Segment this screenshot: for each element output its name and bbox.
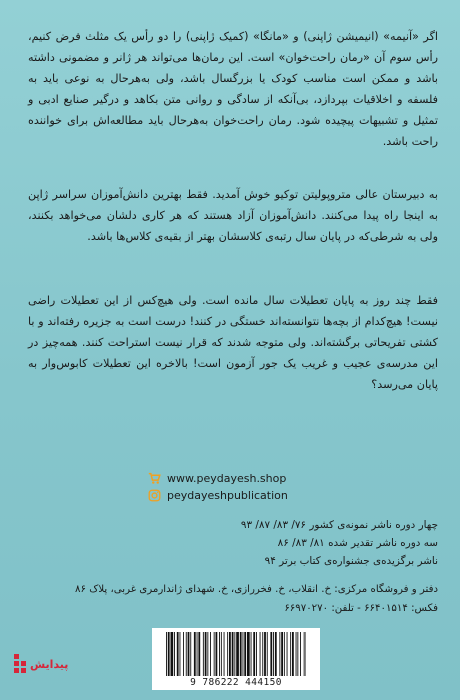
barcode-bar (180, 632, 181, 676)
barcode-bar (174, 632, 175, 676)
barcode-bar (188, 632, 190, 676)
barcode-bar (198, 632, 200, 676)
publisher-logo-text: پیدایش (30, 658, 69, 671)
shopping-cart-icon (148, 472, 161, 485)
barcode-bar (243, 632, 244, 676)
barcode-bar (186, 632, 187, 676)
barcode-bar (232, 632, 234, 676)
barcode-bar (260, 632, 261, 676)
barcode-bar (240, 632, 242, 676)
barcode-bar (290, 632, 291, 676)
barcode-bar (264, 632, 266, 676)
barcode-bar (292, 632, 294, 676)
barcode-bar (304, 632, 305, 676)
barcode-bar (224, 632, 225, 676)
barcode-bar (219, 632, 220, 676)
isbn-digits: 9 786222 444150 (190, 677, 282, 688)
phone-fax-line: فکس: ۶۶۴۰۱۵۱۴ - تلفن: ۶۶۹۷۰۲۷۰ (284, 603, 438, 614)
barcode-bar (171, 632, 174, 676)
award-line: سه دوره ناشر تقدیر شده ۸۱/ ۸۳/ ۸۶ (277, 537, 438, 549)
barcode-bar (306, 632, 307, 676)
barcode-bar (229, 632, 231, 676)
barcode-bar (177, 632, 179, 676)
website-link[interactable]: www.peydayesh.shop (167, 472, 287, 485)
barcode-bar (273, 632, 274, 676)
isbn-barcode (152, 628, 320, 690)
barcode-bar (284, 632, 285, 676)
barcode-bar (287, 632, 288, 676)
instagram-icon (148, 489, 161, 502)
barcode-bar (210, 632, 211, 676)
award-line: چهار دوره ناشر نمونه‌ی کشور ۷۶/ ۸۳/ ۸۷/ ۹۳ (240, 519, 438, 531)
barcode-bar (253, 632, 255, 676)
barcode-bar (168, 632, 170, 676)
barcode-bar (190, 632, 191, 676)
barcode-bar (262, 632, 263, 676)
instagram-row (148, 487, 348, 504)
synopsis-paragraph-2: به دبیرستان عالی متروپولیتن توکیو خوش آمدید. فقط بهترین دانش‌آموزان سراسر ژاپن به اینجا راه پیدا می‌کنند. دانش‌آموزان آزاد هستند که هر کاری دلشان می‌خواهد بکنند، ولی به شرطی‌که در پایان سال رتبه‌ی کلاسشان بهتر از بقیه‌ی کلاس‌ها باشد. (28, 188, 438, 243)
barcode-bar (227, 632, 228, 676)
barcode-bar (300, 632, 301, 676)
barcode-bar (296, 632, 297, 676)
barcode-bar (251, 632, 252, 676)
barcode-bar (216, 632, 218, 676)
barcode-bars (166, 632, 306, 676)
publisher-address (38, 580, 438, 618)
publisher-awards (78, 516, 438, 570)
award-line: ناشر برگزیده‌ی جشنواره‌ی کتاب برتر ۹۴ (264, 555, 438, 567)
barcode-bar (236, 632, 239, 676)
publisher-links (148, 470, 348, 504)
barcode-bar (166, 632, 167, 676)
barcode-bar (221, 632, 222, 676)
barcode-bar (270, 632, 272, 676)
barcode-bar (267, 632, 268, 676)
barcode-bar (197, 632, 198, 676)
barcode-bar (214, 632, 215, 676)
barcode-bar (256, 632, 257, 676)
barcode-bar (183, 632, 184, 676)
barcode-bar (247, 632, 250, 676)
synopsis-paragraph-3: فقط چند روز به پایان تعطیلات سال مانده است. ولی هیچ‌کس از این تعطیلات راضی نیست! هیچ‌کدام از بچه‌ها نتوانسته‌اند خستگی در کنند! درست است به جزیره رفته‌اند و با کشتی تفریحاتی برگشته‌اند. ولی متوجه شدند که قرار نیست استراحت کنند. همه‌چیز در این مدرسه‌ی عجیب و غریب یک جور آزمون است! بالاخره این تعطیلات کابوس‌وار به پایان می‌رسد؟ (28, 294, 438, 391)
barcode-bar (297, 632, 298, 676)
barcode-bar (281, 632, 283, 676)
barcode-bar (279, 632, 280, 676)
instagram-handle[interactable]: peydayeshpublication (167, 489, 288, 502)
synopsis-paragraph-1: اگر «آنیمه» (انیمیشن ژاپنی) و «مانگا» (کمیک ژاپنی) را دو رأس یک مثلث فرض کنیم، رأس سوم آن «رمان راحت‌خوان» است. این رمان‌ها می‌تواند هر ژانر و مضمونی داشته باشد و ممکن است مناسب کودک یا بزرگسال باشد، ولی به‌هرحال به نوعی باید به فلسفه و اخلاقیات بپردازد، بی‌آنکه از سادگی و روانی متن بکاهد و درگیر صنایع ادبی و تمثیل و تشبیهات پیچیده شود. رمان راحت‌خوان به‌هرحال باید مطالعه‌اش برای خواننده راحت باشد. (28, 30, 438, 148)
barcode-bar (194, 632, 196, 676)
address-line: دفتر و فروشگاه مرکزی: خ. انقلاب، خ. فخررازی، خ. شهدای ژاندارمری غربی، پلاک ۸۶ (75, 584, 438, 595)
barcode-bar (244, 632, 246, 676)
barcode-bar (207, 632, 208, 676)
barcode-bar (275, 632, 277, 676)
website-row (148, 470, 348, 487)
barcode-bar (205, 632, 207, 676)
publisher-logo (12, 648, 76, 682)
barcode-bar (203, 632, 204, 676)
barcode-bar (234, 632, 235, 676)
